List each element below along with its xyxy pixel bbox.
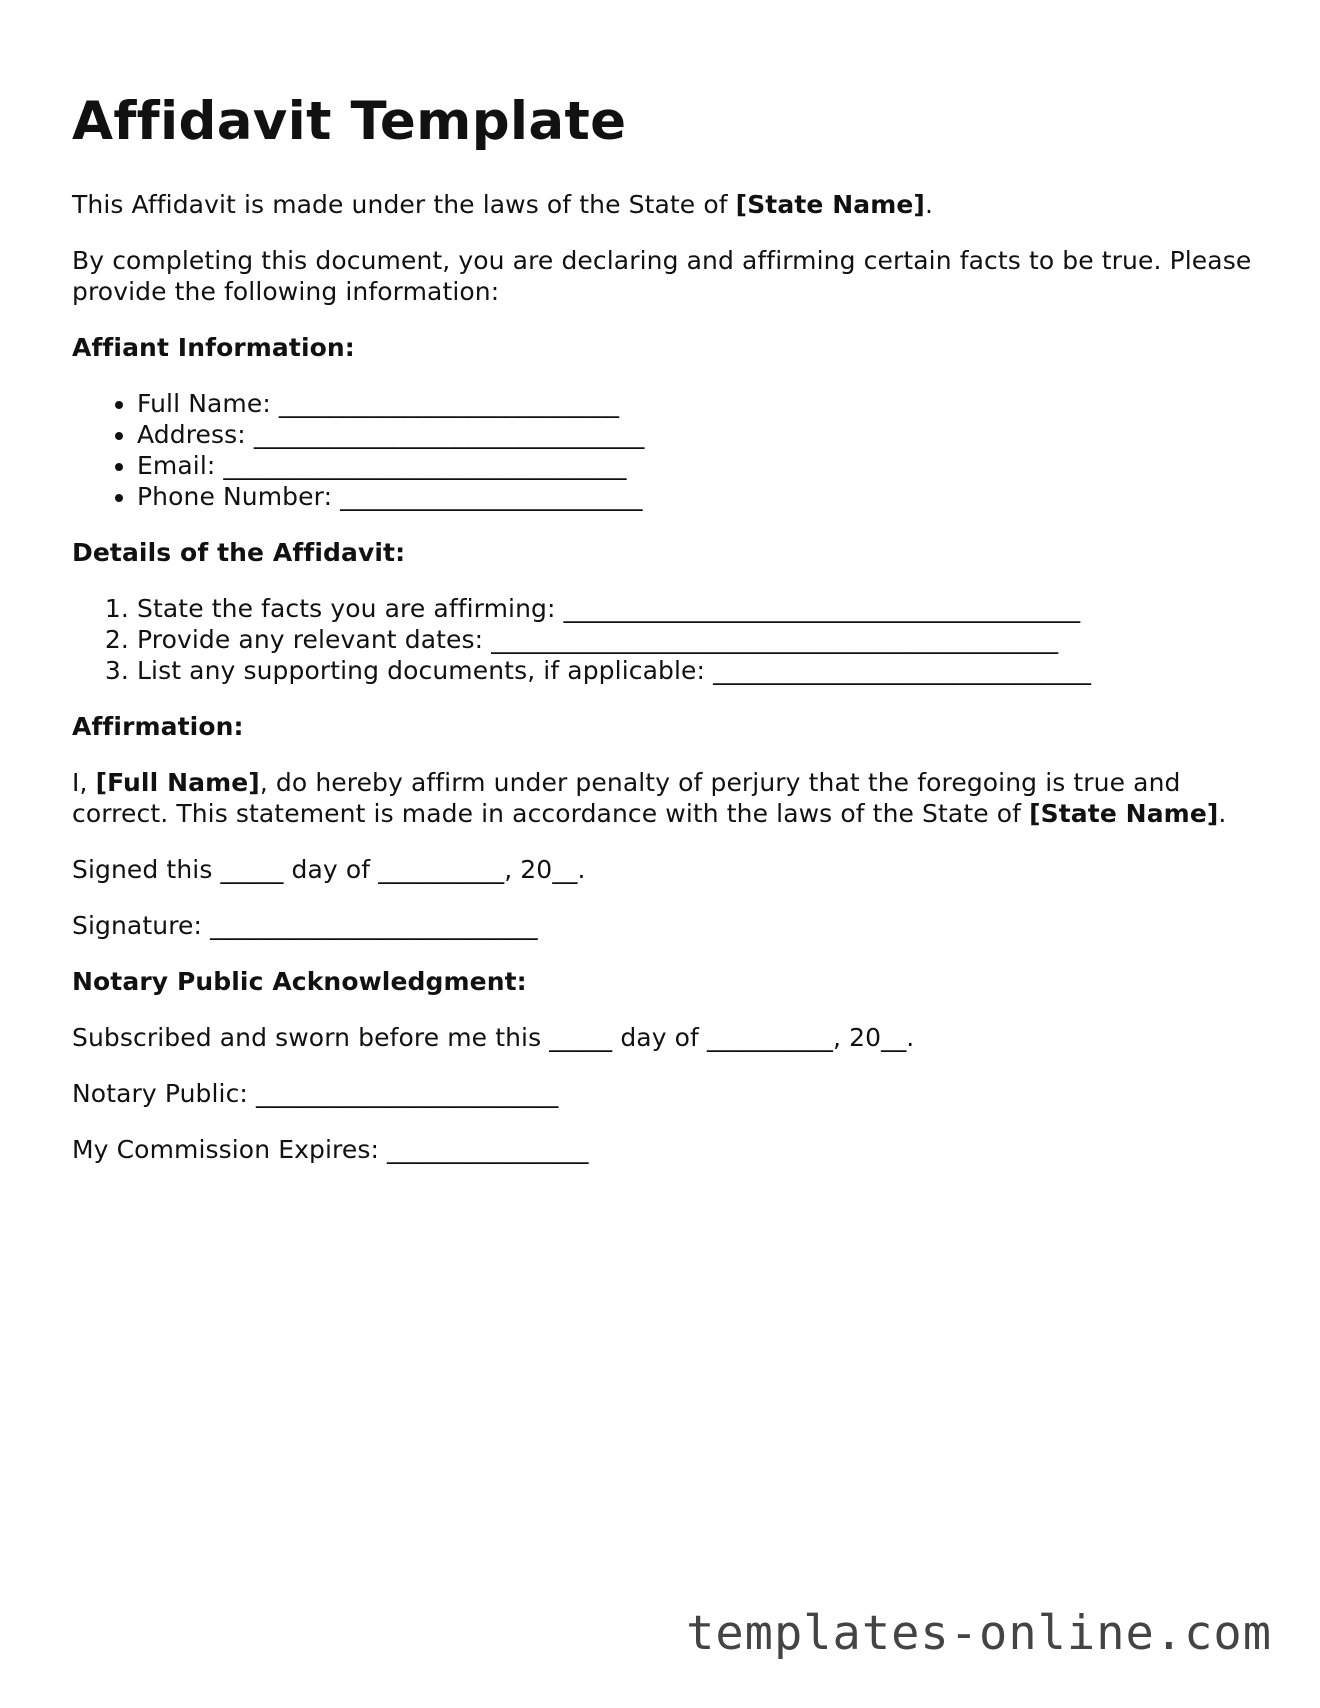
affiant-info-list xyxy=(72,388,1252,512)
affirmation-part2: , do hereby affirm under penalty of perjury that the foregoing is true and correct. This statement is made in accordance with the laws of the State of xyxy=(72,768,1181,828)
list-item-dates: 2. Provide any relevant dates: _____________________________________________ xyxy=(137,624,1252,655)
list-item-facts: 1. State the facts you are affirming: _________________________________________ xyxy=(137,593,1252,624)
list-item-phone: • Phone Number: ________________________ xyxy=(137,481,1252,512)
details-list xyxy=(72,593,1252,686)
instructions-paragraph: By completing this document, you are declaring and affirming certain facts to be true. Please provide the following information: xyxy=(72,246,1252,306)
list-item-address: • Address: _______________________________ xyxy=(137,419,1252,450)
affirmation-name-placeholder: [Full Name] xyxy=(95,768,260,797)
affirmation-heading: Affirmation: xyxy=(72,712,244,741)
details-heading: Details of the Affidavit: xyxy=(72,538,406,567)
list-item-full-name: • Full Name: ___________________________ xyxy=(137,388,1252,419)
affirmation-state-placeholder: [State Name] xyxy=(1029,799,1219,828)
document-page xyxy=(72,90,1252,1190)
signature-line: Signature: __________________________ xyxy=(72,911,538,940)
intro-suffix: . xyxy=(924,190,934,219)
sworn-line: Subscribed and sworn before me this _____ day of __________, 20__. xyxy=(72,1023,915,1052)
list-item-documents: 3. List any supporting documents, if applicable: ______________________________ xyxy=(137,655,1252,686)
affirmation-part1: I, xyxy=(72,768,96,797)
notary-heading: Notary Public Acknowledgment: xyxy=(72,967,527,996)
watermark: templates-online.com xyxy=(686,1606,1272,1661)
notary-line: Notary Public: ________________________ xyxy=(72,1079,559,1108)
intro-paragraph xyxy=(72,189,1252,220)
intro-state-placeholder: [State Name] xyxy=(735,190,925,219)
signed-line: Signed this _____ day of __________, 20__. xyxy=(72,855,586,884)
affirmation-paragraph xyxy=(72,767,1252,829)
intro-prefix: This Affidavit is made under the laws of the State of xyxy=(72,190,736,219)
list-item-email: • Email: ________________________________ xyxy=(137,450,1252,481)
affiant-heading: Affiant Information: xyxy=(72,333,355,362)
document-title: Affidavit Template xyxy=(72,91,627,152)
affirmation-part3: . xyxy=(1218,799,1227,828)
commission-line: My Commission Expires: ________________ xyxy=(72,1135,589,1164)
